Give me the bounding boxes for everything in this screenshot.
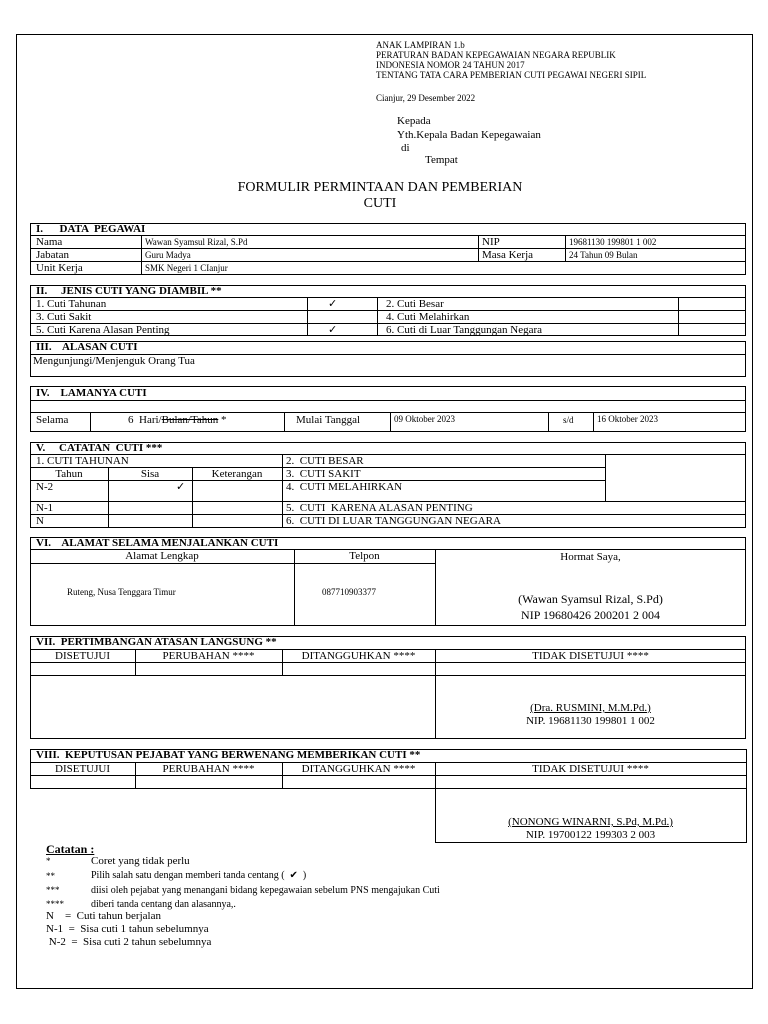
cuti-item: 4. Cuti Melahirkan <box>386 311 470 323</box>
col-disetujui: DISETUJUI <box>55 763 110 775</box>
row-year: N <box>36 515 44 527</box>
duration-asterisk: * <box>218 414 227 426</box>
signer-nip: NIP. 19681130 199801 1 002 <box>526 715 655 727</box>
masa-kerja-label: Masa Kerja <box>482 249 534 261</box>
name-value: Wawan Syamsul Rizal, S.Pd <box>145 237 248 247</box>
section-heading: VI. ALAMAT SELAMA MENJALANKAN CUTI <box>36 537 279 549</box>
catatan-item: 6. CUTI DI LUAR TANGGUNGAN NEGARA <box>286 515 501 527</box>
selama-label: Selama <box>36 414 69 426</box>
duration-value <box>128 415 227 426</box>
note-text: diberi tanda centang dan alasannya,. <box>91 899 236 910</box>
legend-line: N-2 = Sisa cuti 2 tahun sebelumnya <box>46 936 212 948</box>
check-icon: ✓ <box>328 298 338 310</box>
jabatan-label: Jabatan <box>36 249 69 261</box>
col-perubahan: PERUBAHAN **** <box>162 650 255 662</box>
sd-label: s/d <box>563 415 574 425</box>
col-disetujui: DISETUJUI <box>55 650 110 662</box>
signer-name: (Dra. RUSMINI, M.M.Pd.) <box>530 702 651 714</box>
row-year: N-2 <box>36 481 54 493</box>
header-line: PERATURAN BADAN KEPEGAWAIAN NEGARA REPUBLIK <box>376 50 616 60</box>
section-heading: IV. LAMANYA CUTI <box>36 387 147 399</box>
cuti-item: 5. Cuti Karena Alasan Penting <box>36 324 170 336</box>
legend-line: N = Cuti tahun berjalan <box>46 910 161 922</box>
header-line: TENTANG TATA CARA PEMBERIAN CUTI PEGAWAI NEGERI SIPIL <box>376 70 647 80</box>
row-year: N-1 <box>36 502 54 514</box>
catatan-item: 3. CUTI SAKIT <box>286 468 361 480</box>
catatan-item: 5. CUTI KARENA ALASAN PENTING <box>286 502 473 514</box>
col-telpon: Telpon <box>349 550 380 562</box>
masa-kerja-value: 24 Tahun 09 Bulan <box>569 250 638 260</box>
header-line: INDONESIA NOMOR 24 TAHUN 2017 <box>376 60 525 70</box>
to-line: di <box>401 142 410 154</box>
start-date: 09 Oktober 2023 <box>394 414 455 424</box>
section-heading: II. JENIS CUTI YANG DIAMBIL ** <box>36 285 222 297</box>
duration-struck: Bulan/Tahun <box>161 414 219 426</box>
cuti-item: 6. Cuti di Luar Tanggungan Negara <box>386 324 543 336</box>
unit-kerja-label: Unit Kerja <box>36 262 83 274</box>
note-key: **** <box>46 899 64 909</box>
to-line: Yth.Kepala Badan Kepegawaian <box>397 129 541 141</box>
col-perubahan: PERUBAHAN **** <box>162 763 255 775</box>
section-heading: V. CATATAN CUTI *** <box>36 442 163 454</box>
cuti-item: 1. Cuti Tahunan <box>36 298 107 310</box>
to-line: Tempat <box>425 154 458 166</box>
nip-label: NIP <box>482 236 500 248</box>
note-key: ** <box>46 871 55 881</box>
check-icon: ✓ <box>176 481 186 493</box>
nip-value: 19681130 199801 1 002 <box>569 237 657 247</box>
section-heading: I. DATA PEGAWAI <box>36 223 146 235</box>
col-tidak-disetujui: TIDAK DISETUJUI **** <box>532 763 649 775</box>
reason-text: Mengunjungi/Menjenguk Orang Tua <box>33 355 195 367</box>
note-key: * <box>46 856 51 866</box>
col-tahun: Tahun <box>55 468 83 480</box>
section-heading: VIII. KEPUTUSAN PEJABAT YANG BERWENANG MEMBERIKAN CUTI ** <box>36 749 421 761</box>
title-line: FORMULIR PERMINTAAN DAN PEMBERIAN <box>237 180 523 195</box>
col-ditangguhkan: DITANGGUHKAN **** <box>301 650 416 662</box>
hormat-saya: Hormat Saya, <box>560 551 621 563</box>
mulai-label: Mulai Tanggal <box>296 414 361 426</box>
jabatan-value: Guru Madya <box>145 250 191 260</box>
unit-kerja-value: SMK Negeri 1 CIanjur <box>145 263 228 273</box>
section-heading: VII. PERTIMBANGAN ATASAN LANGSUNG ** <box>36 636 277 648</box>
note-text: diisi oleh pejabat yang menangani bidang kepegawaian sebelum PNS mengajukan Cuti <box>91 885 440 896</box>
catatan-item: 2. CUTI BESAR <box>286 455 364 467</box>
signer-name: (Wawan Syamsul Rizal, S.Pd) <box>518 592 663 606</box>
notes-title: Catatan : <box>46 842 95 856</box>
alamat-value: Ruteng, Nusa Tenggara Timur <box>67 587 176 597</box>
col-tidak-disetujui: TIDAK DISETUJUI **** <box>532 650 649 662</box>
col-ditangguhkan: DITANGGUHKAN **** <box>301 763 416 775</box>
name-label: Nama <box>36 236 63 248</box>
end-date: 16 Oktober 2023 <box>597 414 658 424</box>
col-alamat: Alamat Lengkap <box>125 550 199 562</box>
title-line: CUTI <box>363 196 397 211</box>
telpon-value: 087710903377 <box>322 587 376 597</box>
header-line: ANAK LAMPIRAN 1.b <box>376 40 465 50</box>
col-sisa: Sisa <box>140 468 160 480</box>
note-text: Coret yang tidak perlu <box>91 855 190 867</box>
signer-nip: NIP. 19700122 199303 2 003 <box>525 829 656 841</box>
catatan-item: 4. CUTI MELAHIRKAN <box>286 481 403 493</box>
to-line: Kepada <box>397 115 431 127</box>
col-keterangan: Keterangan <box>211 468 263 480</box>
date-place: Cianjur, 29 Desember 2022 <box>376 93 476 103</box>
legend-line: N-1 = Sisa cuti 1 tahun sebelumnya <box>46 923 209 935</box>
duration-days: 6 Hari/ <box>128 414 162 426</box>
section-heading: III. ALASAN CUTI <box>36 341 138 353</box>
cuti-item: 3. Cuti Sakit <box>36 311 92 323</box>
note-key: *** <box>46 885 60 895</box>
signer-name: (NONONG WINARNI, S.Pd, M.Pd.) <box>508 816 673 828</box>
check-icon: ✓ <box>328 324 338 336</box>
note-text: Pilih salah satu dengan memberi tanda centang ( ✔ ) <box>91 870 307 881</box>
cuti-tahunan-label: 1. CUTI TAHUNAN <box>36 455 129 467</box>
cuti-item: 2. Cuti Besar <box>386 298 444 310</box>
signer-nip: NIP 19680426 200201 2 004 <box>521 608 660 622</box>
